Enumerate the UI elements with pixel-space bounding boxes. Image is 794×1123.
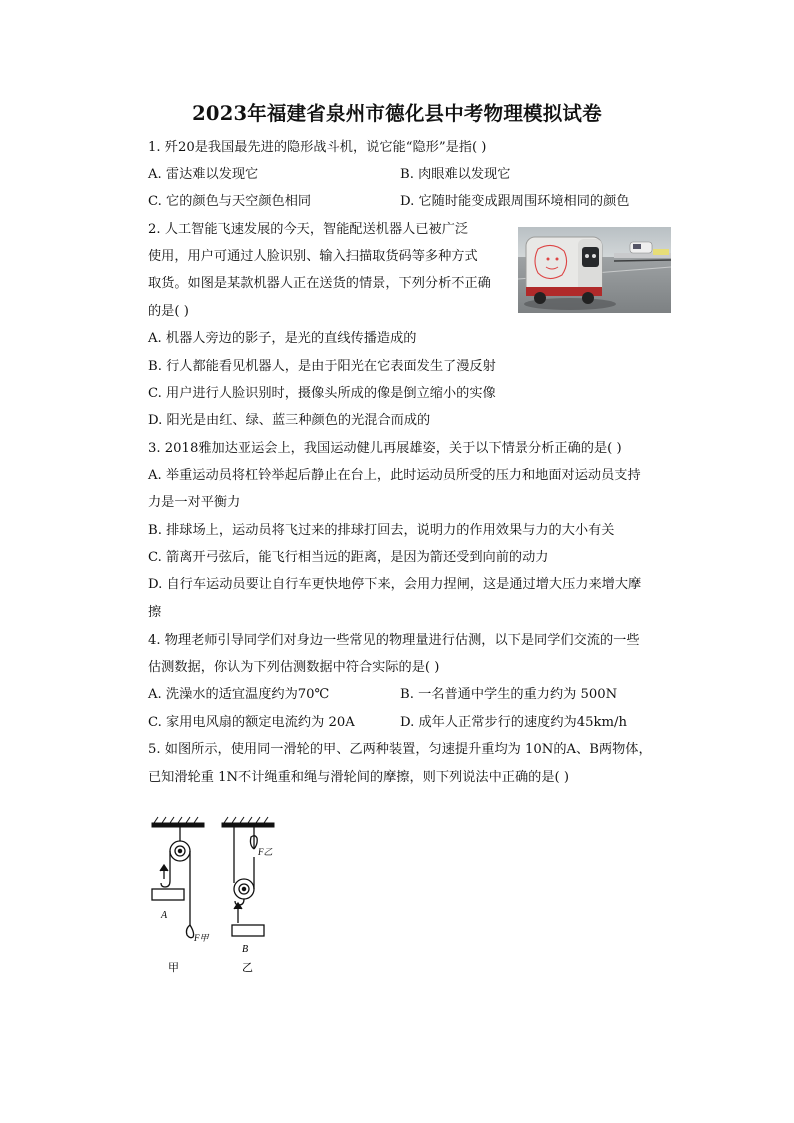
question-2-stem-line-2: 使用，用户可通过人脸识别、输入扫描取货码等多种方式	[148, 249, 478, 264]
q1-option-c: C. 它的颜色与天空颜色相同	[148, 194, 312, 209]
q3-option-b: B. 排球场上，运动员将飞过来的排球打回去，说明力的作用效果与力的大小有关	[148, 523, 615, 538]
label-yi: 乙	[242, 962, 253, 974]
force-jia-label: F甲	[194, 933, 209, 943]
ceiling-jia	[152, 817, 204, 827]
block-a-label: A	[161, 910, 168, 921]
force-yi-label: F乙	[258, 847, 273, 857]
q3-option-d-line-2: 擦	[148, 605, 162, 620]
q3-option-c: C. 箭离开弓弦后，能飞行相当远的距离，是因为箭还受到向前的动力	[148, 550, 549, 565]
question-1-stem: 1. 歼20是我国最先进的隐形战斗机，说它能“隐形”是指( )	[148, 140, 487, 155]
q2-option-c: C. 用户进行人脸识别时，摄像头所成的像是倒立缩小的实像	[148, 386, 496, 401]
question-3-stem: 3. 2018雅加达亚运会上，我国运动健儿再展雄姿，关于以下情景分析正确的是( )	[148, 441, 622, 456]
q3-option-a-line-2: 力是一对平衡力	[148, 495, 241, 510]
question-4-stem-line-2: 估测数据，你认为下列估测数据中符合实际的是( )	[148, 660, 440, 675]
ceiling-yi	[222, 817, 274, 827]
question-5-stem-line-1: 5. 如图所示，使用同一滑轮的甲、乙两种装置，匀速提升重均为 10N的A、B两物体，	[148, 742, 652, 757]
block-b-label: B	[242, 944, 249, 955]
question-2-stem-line-3: 取货。如图是某款机器人正在送货的情景，下列分析不正确	[148, 276, 491, 291]
q1-option-d: D. 它随时能变成跟周围环境相同的颜色	[400, 194, 630, 209]
page-title: 2023年福建省泉州市德化县中考物理模拟试卷	[192, 102, 602, 125]
q1-option-b: B. 肉眼难以发现它	[400, 167, 511, 182]
q4-option-a: A. 洗澡水的适宜温度约为70℃	[148, 687, 330, 702]
label-jia: 甲	[168, 962, 179, 974]
question-2-stem-line-1: 2. 人工智能飞速发展的今天，智能配送机器人已被广泛	[148, 222, 469, 237]
q1-option-a: A. 雷达难以发现它	[148, 167, 259, 182]
q4-option-d: D. 成年人正常步行的速度约为45km/h	[400, 715, 627, 730]
q4-option-c: C. 家用电风扇的额定电流约为 20A	[148, 715, 355, 730]
q2-option-a: A. 机器人旁边的影子，是光的直线传播造成的	[148, 331, 417, 346]
question-4-stem-line-1: 4. 物理老师引导同学们对身边一些常见的物理量进行估测，以下是同学们交流的一些	[148, 633, 640, 648]
question-2-stem-line-4: 的是( )	[148, 304, 189, 319]
fixed-pulley-jia	[152, 827, 194, 938]
pulley-diagram	[146, 815, 288, 977]
q2-option-b: B. 行人都能看见机器人，是由于阳光在它表面发生了漫反射	[148, 359, 496, 374]
q4-option-b: B. 一名普通中学生的重力约为 500N	[400, 687, 618, 702]
question-5-stem-line-2: 已知滑轮重 1N不计绳重和绳与滑轮间的摩擦，则下列说法中正确的是( )	[148, 770, 570, 785]
q3-option-a-line-1: A. 举重运动员将杠铃举起后静止在台上，此时运动员所受的压力和地面对运动员支持	[148, 468, 641, 483]
q2-option-d: D. 阳光是由红、绿、蓝三种颜色的光混合而成的	[148, 413, 431, 428]
q3-option-d-line-1: D. 自行车运动员要让自行车更快地停下来，会用力捏闸，这是通过增大压力来增大摩	[148, 577, 642, 592]
delivery-robot-photo	[518, 227, 671, 313]
movable-pulley-yi	[232, 827, 264, 936]
